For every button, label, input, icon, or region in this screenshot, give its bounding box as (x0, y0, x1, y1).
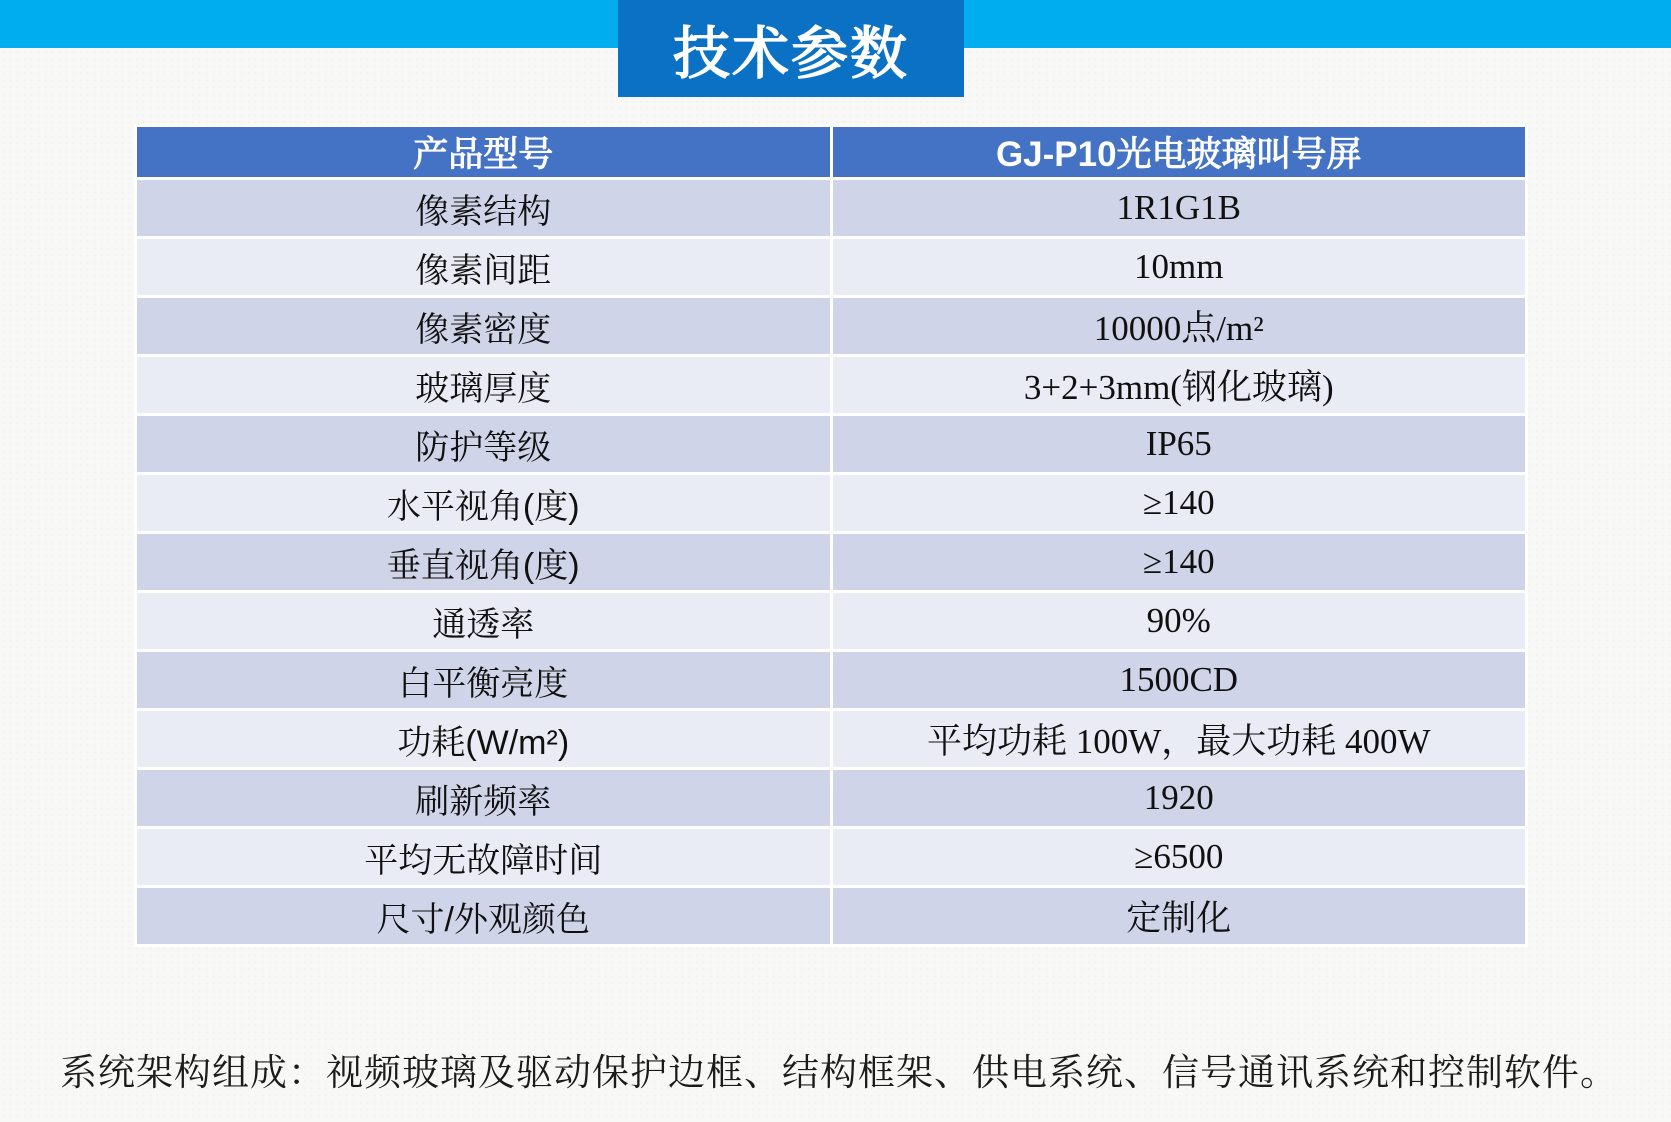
spec-value: 1920 (831, 769, 1527, 828)
spec-label: 白平衡亮度 (136, 651, 832, 710)
table-row (136, 828, 1527, 887)
table-row (136, 474, 1527, 533)
spec-label: 垂直视角(度) (136, 533, 832, 592)
spec-value: 平均功耗 100W，最大功耗 400W (831, 710, 1527, 769)
spec-label: 水平视角(度) (136, 474, 832, 533)
spec-value: ≥140 (831, 533, 1527, 592)
spec-table-body (136, 179, 1527, 946)
table-row (136, 592, 1527, 651)
spec-table (134, 124, 1528, 947)
spec-label: 像素间距 (136, 238, 832, 297)
title-banner (618, 0, 964, 97)
spec-value: 3+2+3mm(钢化玻璃) (831, 356, 1527, 415)
spec-value: 10mm (831, 238, 1527, 297)
table-row (136, 887, 1527, 946)
spec-label: 尺寸/外观颜色 (136, 887, 832, 946)
spec-label: 通透率 (136, 592, 832, 651)
table-row (136, 415, 1527, 474)
spec-value: IP65 (831, 415, 1527, 474)
spec-label: 像素结构 (136, 179, 832, 238)
table-row (136, 179, 1527, 238)
spec-value: 10000点/m² (831, 297, 1527, 356)
spec-label: 像素密度 (136, 297, 832, 356)
page-title: 技术参数 (673, 21, 909, 86)
spec-label: 玻璃厚度 (136, 356, 832, 415)
table-row (136, 710, 1527, 769)
spec-value: 1R1G1B (831, 179, 1527, 238)
spec-label: 防护等级 (136, 415, 832, 474)
system-architecture-note: 系统架构组成：视频玻璃及驱动保护边框、结构框架、供电系统、信号通讯系统和控制软件。 (60, 1052, 1618, 1093)
spec-value: ≥6500 (831, 828, 1527, 887)
header-cell-model-label: 产品型号 (136, 126, 832, 179)
table-row (136, 297, 1527, 356)
spec-label: 平均无故障时间 (136, 828, 832, 887)
table-row (136, 238, 1527, 297)
table-row (136, 769, 1527, 828)
spec-value: 定制化 (831, 887, 1527, 946)
spec-label: 功耗(W/m²) (136, 710, 832, 769)
table-row (136, 533, 1527, 592)
spec-label: 刷新频率 (136, 769, 832, 828)
table-row (136, 651, 1527, 710)
table-header-row (136, 126, 1527, 179)
spec-value: 90% (831, 592, 1527, 651)
header-cell-model-value: GJ-P10光电玻璃叫号屏 (831, 126, 1527, 179)
spec-value: ≥140 (831, 474, 1527, 533)
spec-value: 1500CD (831, 651, 1527, 710)
table-row (136, 356, 1527, 415)
